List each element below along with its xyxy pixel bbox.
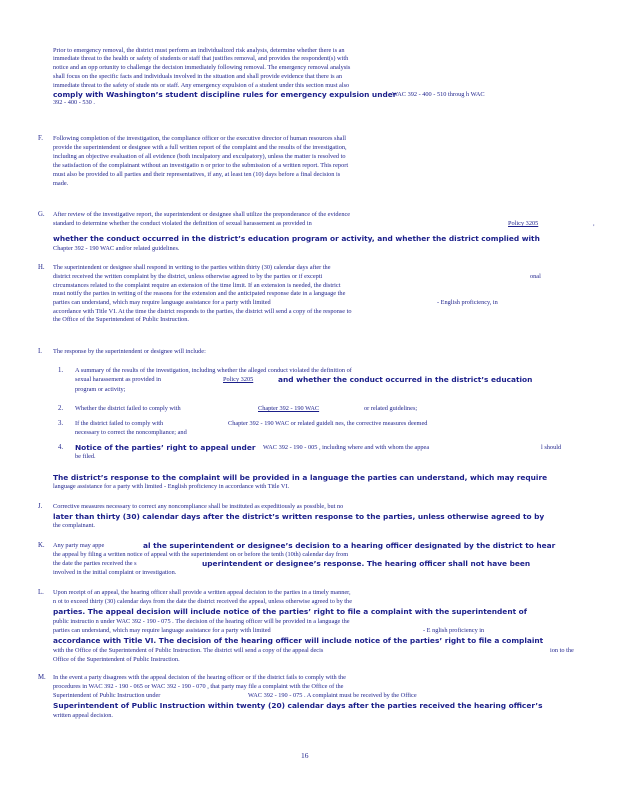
text-line: procedures in WAC 392 - 190 - 065 or WAC 392 - 190 - 070 , that party may file a complaint with the Office of the: [53, 683, 344, 690]
text-line: Prior to emergency removal, the district must perform an individualized risk analysis, determine whether there is an: [53, 47, 345, 54]
text-line: Chapter 392 - 190 WAC and/or related guidelines.: [53, 245, 180, 252]
text-line: ,: [593, 220, 595, 227]
text-line: Chapter 392 - 190 WAC or related guideli nes, the corrective measures deemed: [228, 420, 428, 427]
section-marker: 1.: [58, 367, 64, 374]
text-line: Notice of the parties’ right to appeal under: [75, 443, 256, 452]
text-line: shall focus on the specific facts and individuals involved in the situation and shall provide evidence that there is an: [53, 73, 343, 80]
text-line: made.: [53, 180, 69, 187]
text-line: After review of the investigative report, the superintendent or designee shall utilize the preponderance of the evidence: [53, 211, 351, 218]
text-line: Chapter 392 - 190 WAC: [258, 405, 320, 412]
text-line: public instructio n under WAC 392 - 190 - 075 . The decision of the hearing officer will be provided in a language the: [53, 618, 350, 625]
section-marker: 3.: [58, 420, 64, 427]
text-line: l should: [541, 444, 562, 451]
text-line: district received the written complaint by the district, unless otherwise agreed to by the parties or if excepti: [53, 273, 323, 280]
text-line: WAC 392 - 400 - 510 throug h WAC: [392, 91, 485, 98]
text-line: onal: [530, 273, 541, 280]
text-line: Corrective measures necessary to correct any noncompliance shall be instituted as expeditiously as possible, but no: [53, 503, 344, 510]
text-line: The response by the superintendent or designee will include:: [53, 348, 206, 355]
text-line: must also be provided to all parties and their representatives, if any, at least ten (10) days before a final decision is: [53, 171, 341, 178]
text-line: - English proficiency, in: [437, 299, 498, 306]
text-line: with the Office of the Superintendent of Public Instruction. The district will send a copy of the appeal decis: [53, 647, 324, 654]
text-line: Following completion of the investigation, the compliance officer or the executive director of human resources shall: [53, 135, 346, 142]
text-line: accordance with Title VI. At the time the district responds to the parties, the district will send a copy of the response to: [53, 308, 352, 315]
text-line: standard to determine whether the conduct violated the definition of sexual harassement as provided in: [53, 220, 312, 227]
text-line: The superintendent or designee shall respond in writing to the parties within thirty (30) calendar days after the: [53, 264, 331, 271]
text-line: circumstances related to the complaint require an extension of the time limit. If an extension is needed, the district: [53, 282, 341, 289]
text-line: necessary to correct the noncompliance; and: [75, 429, 187, 436]
text-line: sexual harassement as provided in: [75, 376, 162, 383]
text-line: Policy 3205: [508, 220, 539, 227]
text-line: 392 - 400 - 530 .: [53, 99, 95, 106]
text-line: later than thirty (30) calendar days after the district’s written response to the parties, unless otherwise agreed to by: [53, 512, 545, 521]
text-line: immediate threat to the health or safety of students or staff that justifies removal, and provides the respondent(s) with: [53, 55, 349, 62]
text-line: Superintendent of Public Instruction within twenty (20) calendar days after the parties received the hearing officer’s: [53, 701, 543, 710]
text-line: uperintendent or designee’s response. The hearing officer shall not have been: [202, 559, 531, 568]
text-line: Any party may appe: [53, 542, 105, 549]
section-marker: 2.: [58, 405, 64, 412]
section-marker: I.: [38, 348, 42, 355]
text-line: be filed.: [75, 453, 96, 460]
section-marker: L.: [38, 589, 44, 596]
text-line: and whether the conduct occurred in the district’s education: [278, 375, 533, 384]
text-line: parties can understand, which may require language assistance for a party with limited: [53, 299, 271, 306]
section-marker: K.: [38, 542, 45, 549]
section-marker: F.: [38, 135, 43, 142]
section-marker: J.: [38, 503, 43, 510]
text-line: In the event a party disagrees with the appeal decision of the hearing officer or if the district fails to comply with the: [53, 674, 346, 681]
section-marker: 4.: [58, 444, 64, 451]
text-line: notice and an opp ortunity to challenge the decision immediately following removal. The emergency removal analysis: [53, 64, 351, 71]
text-line: language assistance for a party with limited - English proficiency in accordance with Title VI.: [53, 483, 290, 490]
text-line: WAC 392 - 190 - 075 . A complaint must be received by the Office: [248, 692, 417, 699]
text-line: A summary of the results of the investigation, including whether the alleged conduct violated the definition of: [75, 367, 352, 374]
text-line: provide the superintendent or designee with a full written report of the complaint and the results of the investigation,: [53, 144, 347, 151]
text-line: parties can understand, which may require language assistance for a party with limited: [53, 627, 271, 634]
text-line: the appeal by filing a written notice of appeal with the superintendent on or before the tenth (10th) calendar day from: [53, 551, 349, 558]
text-line: or related guidelines;: [364, 405, 418, 412]
text-line: accordance with Title VI. The decision of the hearing officer will include notice of the parties’ right to file a complaint: [53, 636, 544, 645]
section-marker: H.: [38, 264, 45, 271]
text-line: the complainant.: [53, 522, 95, 529]
text-line: including an objective evaluation of all evidence (both inculpatory and exculpatory), unless the matter is resolved to: [53, 153, 346, 160]
text-line: ion to the: [550, 647, 574, 654]
text-line: Superintendent of Public Instruction under: [53, 692, 161, 699]
text-line: program or activity;: [75, 386, 126, 393]
text-line: parties. The appeal decision will include notice of the parties’ right to file a complaint with the superintendent of: [53, 607, 527, 616]
page-number: 16: [301, 751, 309, 760]
text-line: al the superintendent or designee’s decision to a hearing officer designated by the district to hear: [143, 541, 556, 550]
text-line: The district’s response to the complaint will be provided in a language the parties can understand, which may require: [53, 473, 548, 482]
text-line: - E nglish proficiency in: [423, 627, 485, 634]
text-line: n ot to exceed thirty (30) calendar days from the date the district received the appeal, unless otherwise agreed to by the: [53, 598, 352, 605]
text-line: Whether the district failed to comply with: [75, 405, 181, 412]
text-line: must notify the parties in writing of the reasons for the extension and the anticipated response date in a language the: [53, 290, 346, 297]
text-line: whether the conduct occurred in the district’s education program or activity, and whether the district complied with: [53, 234, 540, 243]
text-line: comply with Washington’s student discipline rules for emergency expulsion under: [53, 90, 397, 99]
text-line: If the district failed to comply with: [75, 420, 164, 427]
text-line: involved in the initial complaint or investigation.: [53, 569, 177, 576]
section-marker: G.: [38, 211, 45, 218]
text-line: WAC 392 - 190 - 005 , including where and with whom the appea: [263, 444, 430, 451]
text-line: Upon receipt of an appeal, the hearing officer shall provide a written appeal decision to the parties in a timely manner,: [53, 589, 351, 596]
text-line: immediate threat to the safety of stude nts or staff. Any emergency expulsion of a student under this section must also: [53, 82, 350, 89]
text-line: the date the parties received the s: [53, 560, 137, 567]
section-marker: M.: [38, 674, 46, 681]
text-line: the satisfaction of the complainant without an investigatio n or prior to the submission of a written report. This report: [53, 162, 349, 169]
text-line: Policy 3205: [223, 376, 254, 383]
text-line: Office of the Superintendent of Public Instruction.: [53, 656, 180, 663]
text-line: the Office of the Superintendent of Public Instruction.: [53, 316, 189, 323]
text-line: written appeal decision.: [53, 712, 113, 719]
